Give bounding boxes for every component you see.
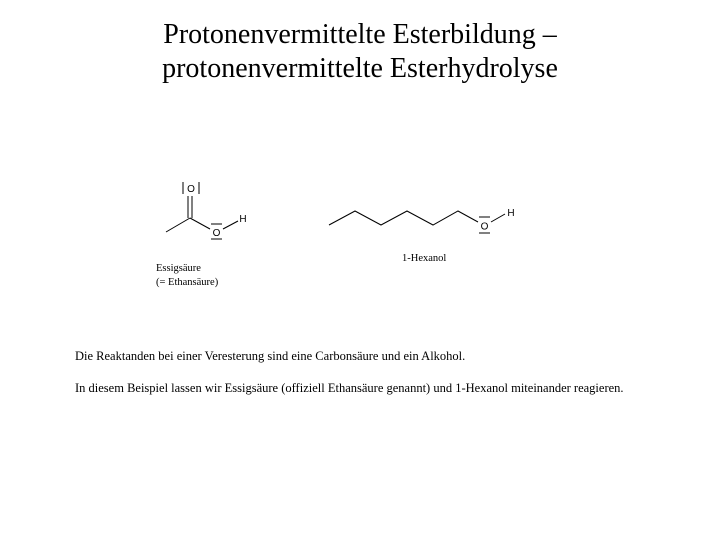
hexanol-bond-o-h — [491, 214, 505, 222]
hexanol-oxygen: O — [480, 221, 489, 233]
acetic-acid-hydroxyl-oxygen: O — [212, 228, 221, 239]
slide-body — [75, 348, 675, 412]
acetic-acid-carbonyl-oxygen: O — [187, 184, 195, 195]
body-paragraph-1: Die Reaktanden bei einer Veresterung sind eine Carbonsäure und ein Alkohol. — [75, 349, 466, 363]
slide-title-line-1: Protonenvermittelte Esterbildung – — [163, 19, 557, 50]
acetic-acid-hydroxyl-hydrogen: H — [239, 214, 247, 225]
hexanol-structure — [329, 211, 505, 233]
body-paragraph-2: In diesem Beispiel lassen wir Essigsäure (offiziell Ethansäure genannt) und 1-Hexanol miteinander reagieren. — [75, 381, 624, 395]
acetic-acid-structure — [166, 182, 238, 239]
hexanol-carbon-chain — [329, 211, 478, 225]
slide-title-line-2: protonenvermittelte Esterhydrolyse — [162, 53, 558, 84]
hexanol-name: 1-Hexanol — [402, 253, 447, 264]
acetic-acid-bond-c-o — [190, 218, 210, 229]
acetic-acid-name: Essigsäure — [156, 263, 201, 274]
acetic-acid-bond-o-h — [223, 221, 238, 229]
hexanol-hydrogen: H — [507, 208, 515, 219]
acetic-acid-synonym: (= Ethansäure) — [156, 277, 219, 288]
acetic-acid-bond-methyl — [166, 218, 190, 232]
